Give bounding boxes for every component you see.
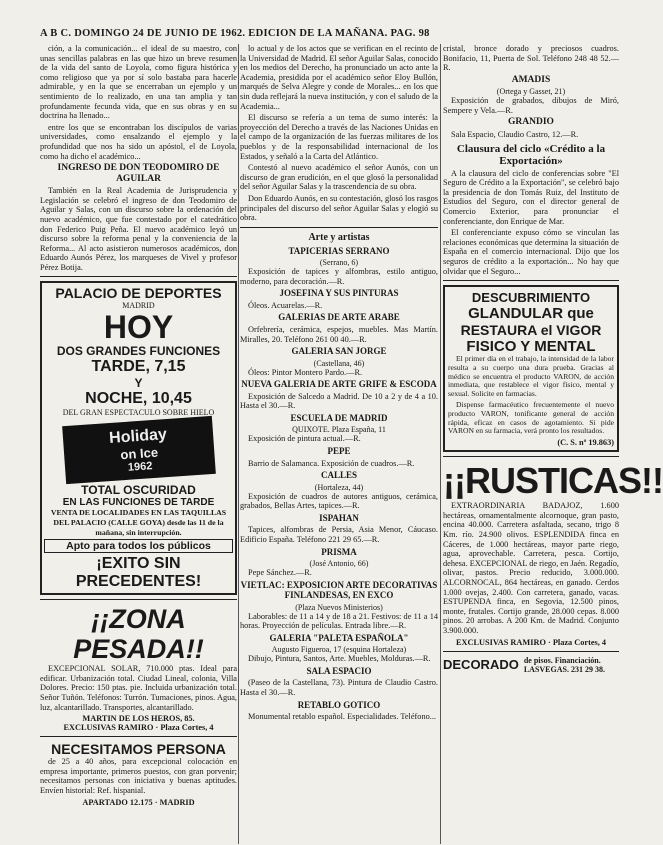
- rusticas-title: ¡¡RUSTICAS!!: [443, 460, 663, 502]
- glandular-reg: (C. S. nº 19.863): [557, 438, 614, 448]
- ad-oscuridad-sub: EN LAS FUNCIONES DE TARDE: [62, 497, 215, 509]
- clausura-heading: Clausura del ciclo «Crédito a la Exportación»: [456, 142, 606, 167]
- ad-title: PALACIO DE DEPORTES: [55, 285, 222, 302]
- gallery-name: GALERIA SAN JORGE: [291, 346, 387, 357]
- decorado-ad: [443, 656, 619, 674]
- divider: [40, 599, 237, 600]
- necesitamos-text: de 25 a 40 años, para excepcional colocación en empresa importante, primeros puestos, con gran porvenir; necesitamos personas con iniciativa y buenas aptitudes. Envíen historial: Ref. hispanial.: [40, 757, 237, 795]
- column-2: [240, 44, 438, 844]
- ad-oscuridad: TOTAL OSCURIDAD: [81, 483, 196, 498]
- gallery-name: GALERIAS DE ARTE ARABE: [278, 312, 400, 323]
- ad-hoy: HOY: [103, 309, 174, 346]
- article-heading: INGRESO DE DON TEODOMIRO DE AGUILAR: [57, 163, 220, 184]
- glandular-line3: RESTAURA el VIGOR: [460, 322, 602, 339]
- necesitamos-footer: APARTADO 12.175 · MADRID: [82, 797, 195, 807]
- amadis-text: Exposición de grabados, dibujos de Miró, Sempere y Vela.—R.: [443, 96, 619, 115]
- article-text: ción, a la comunicación... el ideal de su maestro, con unas sencillas palabras en las que hizo un breve resumen de la vida del santo de Loyola, como figura histórica y como religioso que ya por sí solo bastaba para hacerle admirable, y en la que se encerraban un ejemplo y un sentimiento de lo realizado, en una tan amplia y tan profundamente fecunda vida, que en sus obras y en su doctrina ha llenado...: [40, 44, 237, 121]
- gallery-text: Óleos: Pintor Montero Pardo.—R.: [248, 367, 363, 377]
- zona-address: MARTIN DE LOS HEROS, 85.: [82, 714, 195, 724]
- amadis-address: (Ortega y Gasset, 21): [496, 87, 566, 97]
- ad-funciones: DOS GRANDES FUNCIONES: [56, 344, 221, 359]
- zona-text: EXCEPCIONAL SOLAR, 710.000 ptas. Ideal para edificar. Urbanización total. Ciudad Lineal, colonia, Villa Dolores. Precio: 150 ptas. pie. Incluida urbanización total. Señor Tuñón. Teléfonos: Turrón. Tumaciones, pinos. Agua, luz, alcantarillado. Transportes, alcantarillado.: [40, 664, 237, 712]
- gallery-name: VIETLAC: EXPOSICION ARTE DECORATIVAS FINLANDESAS, EN EXCO: [240, 579, 438, 601]
- gallery-name: SALA ESPACIO: [306, 665, 372, 676]
- rusticas-text: EXTRAORDINARIA BADAJOZ, 1.600 hectáreas, ornamentalmente alcornoque, gran pasto, encina 40.000. Carretera asfaltada, secano, trigo 8 Km. río. 24.900 olivos. ESPLENDIDA finca en Cáceres, de 1.000 hectáreas, mayor parte riego, agua, aprovechable. Carretera, pesca. Cortijo, dehesa. EXCEPCIONAL de riego, en Jaén. Regadío, olivar, pastos. Precio reducido, 3.000.000. ALCORNOCAL, 864 hectáreas, en ganado. Cerdos 1.000 ovejas, 2.400. Con carretera, ganado, vacas. ESTUPENDA finca, en Segovia, 12.500 pinos, monte, frutales. Cortijo grande, 28.000 cepas. 8.000 pinos. 20 arrobas. A 200 Km. de Madrid. Conjunto 3.900.000.: [443, 501, 619, 635]
- ad-venta: VENTA DE LOCALIDADES EN LAS TAQUILLAS DEL PALACIO (CALLE GOYA) desde las 11 de la mañana, sin interrupción.: [50, 508, 227, 537]
- gallery-list: [240, 246, 438, 722]
- divider: [443, 280, 619, 281]
- gallery-name: PRISMA: [321, 546, 357, 557]
- gallery-text: Exposición de tapices y alfombras, estilo antiguo, moderno, para decoración.—R.: [240, 267, 438, 286]
- divider: [443, 456, 619, 457]
- zona-pesada-title: ¡¡ZONA PESADA!!: [73, 604, 204, 665]
- gallery-text: Tapices, alfombras de Persia, Asia Menor, Cáucaso. Edificio España. Teléfono 221 29 65.—R.: [240, 525, 438, 544]
- divider: [240, 227, 438, 228]
- ad-city: MADRID: [122, 301, 155, 311]
- decorado-title: DECORADO: [443, 657, 519, 673]
- ad-y: Y: [134, 376, 143, 391]
- gallery-text: Exposición de pintura actual.—R.: [248, 434, 361, 444]
- amadis-heading: AMADIS: [511, 74, 551, 85]
- gallery-text: Dibujo, Pintura, Santos, Arte. Muebles, Molduras.—R.: [248, 654, 431, 664]
- gallery-text: Exposición de cuadros de autores antiguos, cerámica, grabados, Bellas Artes, tapices.—R.: [240, 491, 438, 511]
- arte-heading: Arte y artistas: [308, 231, 370, 243]
- column-1: [40, 44, 237, 844]
- gallery-text: Exposición de Salcedo a Madrid. De 10 a 2 y de 4 a 10. Hasta el 30.—R.: [240, 391, 438, 411]
- gallery-address: (Serrano, 6): [319, 258, 359, 268]
- glandular-line4: FISICO Y MENTAL: [466, 338, 596, 356]
- gallery-name: RETABLO GOTICO: [297, 699, 381, 710]
- glandular-line2: GLANDULAR que: [468, 305, 594, 323]
- gallery-name: ISPAHAN: [319, 512, 359, 523]
- column-3: [443, 44, 663, 844]
- zona-exclusivas: EXCLUSIVAS RAMIRO · Plaza Cortes, 4: [63, 723, 214, 733]
- article-text: cristal, bronce dorado y preciosos cuadros. Bonifacio, 11, Puerta de Sol. Teléfono 248 48 52.—R.: [443, 44, 619, 73]
- ad-exito: ¡EXITO SIN: [96, 555, 181, 573]
- article-text: También en la Real Academia de Jurisprudencia y Legislación se celebró el ingreso de don Teodomiro de Aguilar y Salas, con un discurso sobre la ordenación del nuevo académico, que fue contestado por el catedrático don Federico Puig Peña. El nuevo académico leyó un discurso sobre la reforma penal y la conveniencia de la Reforma... Al acto asistieron numerosos académicos, don Eduardo Aunós Pérez, los marqueses de Vivel y profesor Pérez Botija.: [40, 186, 237, 272]
- divider: [443, 651, 619, 652]
- column-divider: [238, 44, 239, 844]
- article-text: El discurso se refería a un tema de sumo interés: la proyección del Derecho a través de las Naciones Unidas en el campo de la organización de las fuerzas militares de los pueblos y de la responsabilidad internacional de los Estados, y señaló a la Carta del Atlántico.: [240, 113, 438, 161]
- gallery-address: (Hortaleza, 44): [314, 482, 364, 492]
- gallery-text: Monumental retablo español. Especialidades. Teléfono...: [248, 712, 436, 722]
- gallery-text: Orfebrería, cerámica, espejos, muebles. Mas Martín. Miralles, 20. Teléfono 261 00 40.—R.: [240, 324, 438, 344]
- gallery-text: Barrio de Salamanca. Exposición de cuadros.—R.: [248, 458, 415, 468]
- gallery-address: QUIXOTE. Plaza España, 11: [292, 425, 386, 435]
- decorado-text: de pisos. Financiación. LASVEGAS. 231 29 38.: [523, 655, 605, 674]
- ad-espectaculo: DEL GRAN ESPECTACULO SOBRE HIELO: [62, 408, 215, 418]
- gallery-address: (Plaza Nuevos Ministerios): [295, 602, 383, 612]
- rusticas-exclusivas: EXCLUSIVAS RAMIRO · Plaza Cortes, 4: [455, 637, 607, 647]
- glandular-text: El primer día en el trabajo, la intensidad de la labor resulta a su cuerpo una dura prueba. Gracias al médico se encuentra el producto VARON, de acción inmediata, que restablece el vigor físico, mental y sexual. Solicite en farmacias.: [448, 354, 614, 399]
- palacio-deportes-ad: [40, 281, 237, 595]
- gallery-text: Pepe Sánchez.—R.: [248, 568, 312, 577]
- gallery-text: Laborables: de 11 a 14 y de 18 a 21. Festivos: de 11 a 14 horas. Proyección de películas. Entrada libre.—R.: [240, 611, 438, 631]
- ad-apto: Apto para todos los públicos: [44, 539, 233, 553]
- ad-tarde: TARDE, 7,15: [91, 358, 186, 376]
- column-divider: [440, 44, 441, 844]
- glandular-ad: [443, 285, 619, 452]
- gallery-name: PEPE: [327, 446, 351, 457]
- gallery-address: (Castellana, 46): [313, 358, 365, 368]
- article-text: lo actual y de los actos que se verifican en el recinto de la Universidad de Madrid. El señor Aguilar Salas, conocido en los medios del Derecho, ha pronunciado un acto ante la Academia, presidida por el académico señor Eloy Bullón, marqués de Selva Alegre y conde de Morales... en los que sin duda reflejará la nueva institución, y con el saludo de la Academia...: [240, 44, 438, 111]
- glandular-line1: DESCUBRIMIENTO: [471, 290, 591, 306]
- divider: [40, 276, 237, 277]
- article-text: entre los que se encontraban los discípulos de varias universidades, como ensalzando el ejemplo y la profundidad que nos ha sido un apóstol, el de Loyola, como ha dicho el académico...: [40, 122, 237, 161]
- article-text: Contestó al nuevo académico el señor Aunós, con un discurso de gran erudición, en el que glosó la personalidad del señor Aguilar Salas y la trascendencia de su obra.: [240, 163, 438, 192]
- page-header: A B C. DOMINGO 24 DE JUNIO DE 1962. EDICION DE LA MAÑANA. PAG. 98: [40, 28, 430, 39]
- gallery-address: (José Antonio, 66): [309, 559, 369, 568]
- holiday-on-ice-logo: Holiday on Ice 1962: [62, 416, 216, 484]
- gallery-name: JOSEFINA Y SUS PINTURAS: [279, 288, 399, 299]
- gallery-name: CALLES: [320, 470, 357, 481]
- gallery-text: (Paseo de la Castellana, 73). Pintura de Claudio Castro. Hasta el 30.—R.: [240, 678, 438, 697]
- glandular-text-2: Dispense farmacéutico frecuentemente el nuevo producto VARON, tonificante general de acción rápida, eficaz en casos de agotamiento. Si pide VARON en su farmacia, verá pronto los resultados.: [448, 400, 614, 436]
- gallery-text: Óleos. Acuarelas.—R.: [248, 300, 323, 310]
- article-text: Don Eduardo Aunós, en su contestación, glosó los rasgos principales del discurso del señor Aguilar Salas y elogió su obra.: [240, 193, 438, 223]
- clausura-text: A la clausura del ciclo de conferencias sobre "El Seguro de Crédito a la Exportación", se celebró bajo la presidencia de don Tomás Ruiz, del Instituto de Estudios del Seguro, con el director general de Comercio Exterior, para pronunciar el conferenciante, don Enrique de Mar.: [443, 168, 619, 226]
- divider: [40, 736, 237, 737]
- ad-noche: NOCHE, 10,45: [85, 390, 192, 408]
- gallery-name: GALERIA "PALETA ESPAÑOLA": [269, 632, 409, 643]
- grandio-text: Sala Espacio, Claudio Castro, 12.—R.: [451, 129, 579, 139]
- clausura-text-2: El conferenciante expuso cómo se vinculan las relaciones económicas que determina la situación de España en el comercio internacional. Dijo que los seguros de crédito a la exportación... No hay que olvidar que el Seguro...: [443, 228, 619, 276]
- gallery-name: NUEVA GALERIA DE ARTE GRIFE & ESCODA: [241, 379, 437, 390]
- gallery-name: ESCUELA DE MADRID: [290, 412, 388, 423]
- gallery-address: Augusto Figueroa, 17 (esquina Hortaleza): [271, 645, 407, 655]
- ad-precedentes: PRECEDENTES!: [75, 573, 202, 591]
- necesitamos-title: NECESITAMOS PERSONA: [51, 741, 226, 758]
- gallery-name: TAPICERIAS SERRANO: [288, 245, 390, 256]
- grandio-heading: GRANDIO: [508, 117, 554, 128]
